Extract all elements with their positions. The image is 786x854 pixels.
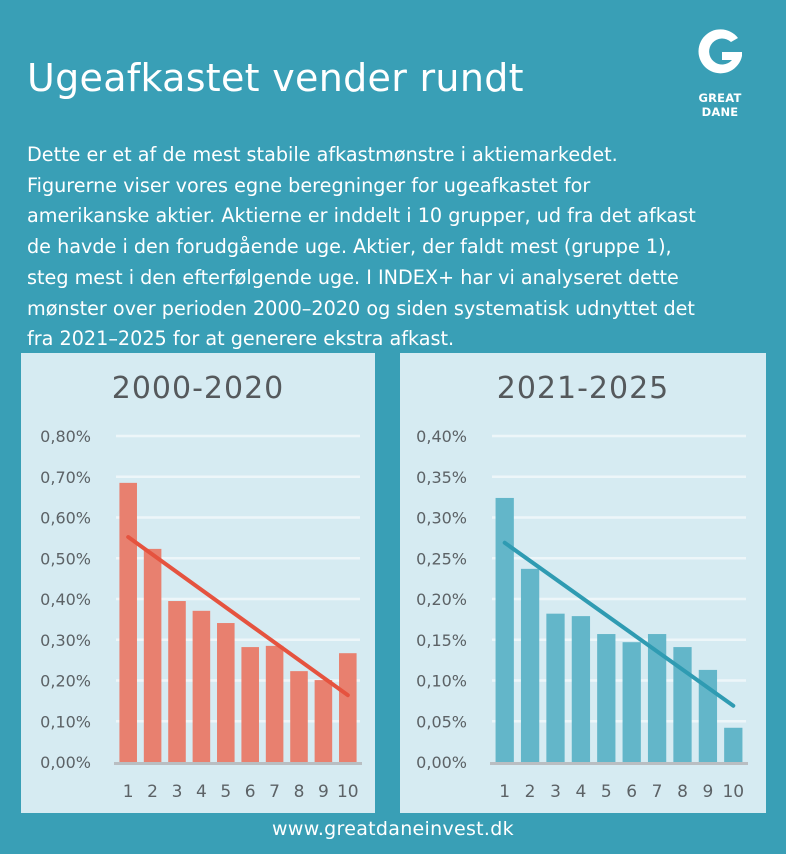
intro-line: Dette er et af de mest stabile afkastmønstre i aktiemarkedet. xyxy=(27,143,618,166)
y-tick-label: 0,30% xyxy=(416,508,467,528)
website-link[interactable]: www.greatdaneinvest.dk xyxy=(272,818,514,840)
bar xyxy=(290,671,308,762)
y-tick-label: 0,40% xyxy=(416,427,467,446)
bar xyxy=(339,653,357,762)
y-tick-label: 0,40% xyxy=(40,590,91,609)
x-tick-label: 7 xyxy=(269,782,281,802)
bar xyxy=(521,569,539,762)
bar xyxy=(241,647,259,762)
x-tick-label: 1 xyxy=(122,782,134,802)
x-tick-label: 1 xyxy=(499,782,511,802)
x-tick-label: 6 xyxy=(244,782,256,802)
y-tick-label: 0,60% xyxy=(40,508,91,528)
bar xyxy=(217,623,235,762)
y-tick-label: 0,70% xyxy=(40,467,91,487)
y-tick-label: 0,10% xyxy=(416,671,467,691)
x-tick-label: 8 xyxy=(677,782,688,802)
intro-line: mønster over perioden 2000–2020 og siden systematisk udnyttet det xyxy=(27,296,695,320)
chart-panel-2000-2020 xyxy=(21,353,375,813)
y-tick-label: 0,25% xyxy=(416,549,467,569)
y-tick-label: 0,00% xyxy=(40,753,91,772)
bar xyxy=(496,498,514,762)
x-tick-label: 6 xyxy=(626,782,638,802)
intro-line: Figurerne viser vores egne beregninger for ugeafkastet for xyxy=(27,173,591,197)
y-tick-label: 0,30% xyxy=(40,630,91,650)
x-tick-label: 2 xyxy=(147,782,159,802)
y-tick-label: 0,05% xyxy=(416,712,467,732)
bar xyxy=(193,611,211,762)
brand-name: GREAT DANE xyxy=(698,91,742,119)
x-tick-label: 8 xyxy=(293,782,305,802)
x-tick-label: 4 xyxy=(195,782,207,802)
bar xyxy=(724,728,742,762)
page-title: Ugeafkastet vender rundt xyxy=(27,56,524,100)
bar xyxy=(572,616,590,762)
y-tick-label: 0,20% xyxy=(416,590,467,609)
x-tick-label: 9 xyxy=(317,782,329,802)
x-tick-label: 10 xyxy=(722,782,745,802)
y-tick-label: 0,80% xyxy=(40,427,91,446)
bar xyxy=(597,634,615,762)
x-tick-label: 3 xyxy=(550,782,561,802)
great-dane-logo xyxy=(680,26,760,119)
bar xyxy=(266,646,284,762)
chart-panel-2021-2025 xyxy=(400,353,766,813)
x-tick-label: 5 xyxy=(220,782,232,802)
bar-chart-2000-2020 xyxy=(21,353,375,813)
chart-title: 2021-2025 xyxy=(496,371,670,406)
x-tick-label: 9 xyxy=(702,782,714,802)
bar xyxy=(168,601,186,762)
bar xyxy=(546,614,564,762)
intro-text xyxy=(27,140,767,355)
y-tick-label: 0,00% xyxy=(416,753,467,772)
bar xyxy=(623,642,641,762)
x-tick-label: 4 xyxy=(575,782,587,802)
y-tick-label: 0,15% xyxy=(416,630,467,650)
bar-chart-2021-2025 xyxy=(400,353,766,813)
intro-line: amerikanske aktier. Aktierne er inddelt i 10 grupper, ud fra det afkast xyxy=(27,204,696,228)
y-tick-label: 0,10% xyxy=(40,712,91,732)
x-tick-label: 2 xyxy=(524,782,536,802)
bar xyxy=(144,549,162,762)
x-tick-label: 5 xyxy=(600,782,612,802)
intro-line: steg mest i den efterfølgende uge. I INDEX+ har vi analyseret dette xyxy=(27,265,679,289)
chart-title: 2000-2020 xyxy=(111,371,285,406)
y-tick-label: 0,50% xyxy=(40,549,91,569)
x-tick-label: 10 xyxy=(336,782,359,802)
bar xyxy=(119,483,137,762)
bar xyxy=(315,680,333,762)
intro-line: de havde i den forudgående uge. Aktier, der faldt mest (gruppe 1), xyxy=(27,235,672,259)
intro-line: fra 2021–2025 for at generere ekstra afkast. xyxy=(27,327,455,351)
x-tick-label: 7 xyxy=(651,782,663,802)
y-tick-label: 0,35% xyxy=(416,467,467,487)
y-tick-label: 0,20% xyxy=(40,671,91,691)
g-logo-icon xyxy=(694,26,746,78)
x-tick-label: 3 xyxy=(171,782,183,802)
